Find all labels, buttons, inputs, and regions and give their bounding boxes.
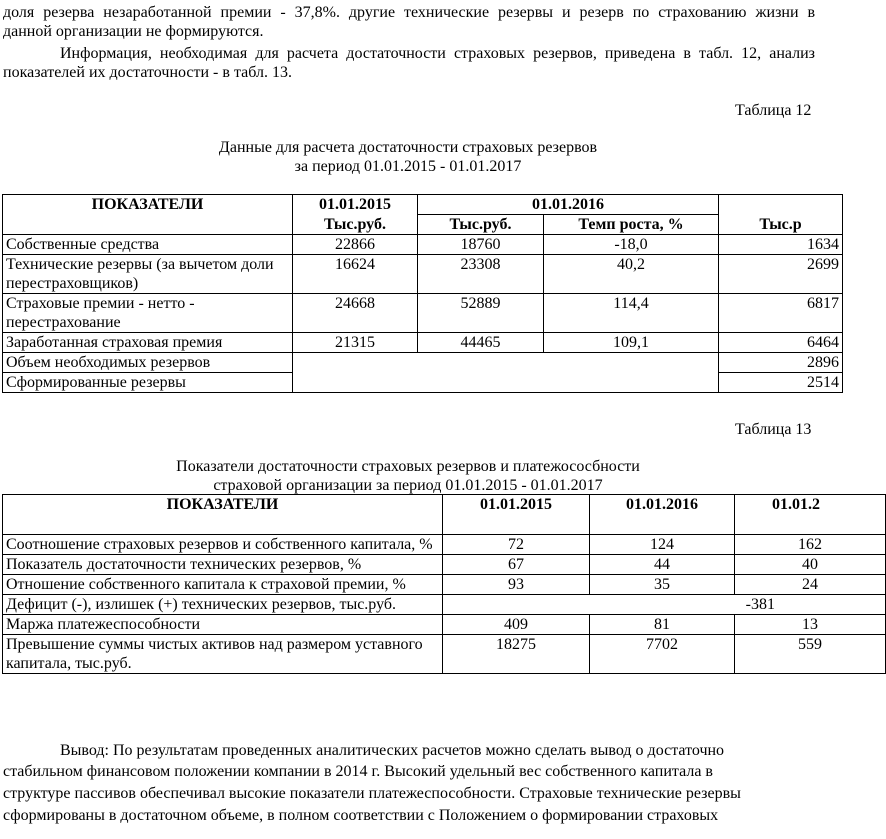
table12-title-line1: Данные для расчета достаточности страховых резервов bbox=[218, 139, 598, 156]
value-2015: 67 bbox=[443, 555, 590, 575]
value-2017: 1634 bbox=[719, 235, 843, 255]
conclusion-line-3: структуре пассивов обеспечивал высокие показатели платежеспособности. Страховые технические резервы bbox=[3, 785, 741, 802]
value-2017: 6464 bbox=[719, 333, 843, 353]
table-row bbox=[3, 555, 886, 575]
value-2016: 44465 bbox=[418, 333, 544, 353]
table12-title-line2: за период 01.01.2015 - 01.01.2017 bbox=[294, 158, 522, 175]
row-name: Маржа платежеспособности bbox=[3, 615, 443, 635]
table12-header-2017-date bbox=[719, 195, 843, 215]
value-2017: 6817 bbox=[719, 294, 843, 333]
conclusion-line-2: стабильном финансовом положении компании в 2014 г. Высокий удельный вес собственного капитала в bbox=[3, 763, 713, 780]
table12-label: Таблица 12 bbox=[735, 102, 812, 119]
value-2015: 72 bbox=[443, 535, 590, 555]
intro-line-4: показателей их достаточности - в табл. 13. bbox=[3, 64, 292, 81]
table12-header-2016-unit: Тыс.руб. bbox=[418, 215, 544, 235]
value-2015: 22866 bbox=[293, 235, 418, 255]
table13-header-2015: 01.01.2015 bbox=[443, 495, 590, 535]
table12-header-2016-growth: Темп роста, % bbox=[544, 215, 719, 235]
value-2017: 2514 bbox=[719, 373, 843, 393]
growth-2016: 40,2 bbox=[544, 255, 719, 294]
value-2017: 559 bbox=[735, 635, 886, 674]
row-name: Объем необходимых резервов bbox=[3, 353, 293, 373]
value-2017: 2699 bbox=[719, 255, 843, 294]
table12-header-2016-date: 01.01.2016 bbox=[418, 195, 719, 215]
table-row bbox=[3, 615, 886, 635]
table-row bbox=[3, 333, 843, 353]
growth-2016: 114,4 bbox=[544, 294, 719, 333]
table-row bbox=[3, 595, 886, 615]
intro-line-2: данной организации не формируются. bbox=[3, 23, 264, 40]
table13-header-2016: 01.01.2016 bbox=[590, 495, 735, 535]
conclusion-line-1: Вывод: По результатам проведенных аналитических расчетов можно сделать вывод о достаточно bbox=[60, 742, 725, 759]
table-row bbox=[3, 535, 886, 555]
value-2015: 21315 bbox=[293, 333, 418, 353]
value-2016: 35 bbox=[590, 575, 735, 595]
table-row bbox=[3, 235, 843, 255]
row-name: Заработанная страховая премия bbox=[3, 333, 293, 353]
merged-empty-cell bbox=[293, 353, 719, 393]
value-2015: 24668 bbox=[293, 294, 418, 333]
conclusion-line-4: сформированы в достаточном объеме, в полном соответствии с Положением о формировании страховых bbox=[3, 807, 719, 824]
growth-2016: -18,0 bbox=[544, 235, 719, 255]
table-row bbox=[3, 575, 886, 595]
value-2017: -381 bbox=[443, 595, 886, 615]
table-row bbox=[3, 635, 886, 674]
value-2017: 24 bbox=[735, 575, 886, 595]
value-2015: 16624 bbox=[293, 255, 418, 294]
value-2015: 93 bbox=[443, 575, 590, 595]
value-2016: 23308 bbox=[418, 255, 544, 294]
intro-line-1: доля резерва незаработанной премии - 37,8%. другие технические резервы и резерв по страхованию жизни в bbox=[3, 4, 815, 21]
table13-title-line1: Показатели достаточности страховых резервов и платежососбности bbox=[176, 458, 640, 475]
table-row bbox=[3, 255, 843, 294]
row-name: Отношение собственного капитала к страховой премии, % bbox=[3, 575, 443, 595]
table13-title-line2: страховой организации за период 01.01.2015 - 01.01.2017 bbox=[213, 477, 603, 494]
value-2016: 44 bbox=[590, 555, 735, 575]
table12-header-2015-date: 01.01.2015 bbox=[293, 195, 418, 215]
table13-header-indicators: ПОКАЗАТЕЛИ bbox=[3, 495, 443, 535]
table13-label: Таблица 13 bbox=[735, 421, 812, 438]
row-name: Сформированные резервы bbox=[3, 373, 293, 393]
row-name: Дефицит (-), излишек (+) технических резервов, тыс.руб. bbox=[3, 595, 443, 615]
table13 bbox=[2, 494, 886, 674]
value-2017: 13 bbox=[735, 615, 886, 635]
row-name: Показатель достаточности технических резервов, % bbox=[3, 555, 443, 575]
value-2016: 18760 bbox=[418, 235, 544, 255]
value-2015: 18275 bbox=[443, 635, 590, 674]
value-2017: 40 bbox=[735, 555, 886, 575]
value-2016: 124 bbox=[590, 535, 735, 555]
row-name: Страховые премии - нетто - перестрахование bbox=[3, 294, 293, 333]
value-2016: 7702 bbox=[590, 635, 735, 674]
value-2017: 2896 bbox=[719, 353, 843, 373]
value-2016: 52889 bbox=[418, 294, 544, 333]
table-row bbox=[3, 294, 843, 333]
table13-header-2017: 01.01.2 bbox=[735, 495, 886, 535]
table12-header-indicators: ПОКАЗАТЕЛИ bbox=[3, 195, 293, 235]
value-2015: 409 bbox=[443, 615, 590, 635]
table12-header-2017-unit: Тыс.р bbox=[719, 215, 843, 235]
row-name: Технические резервы (за вычетом доли перестраховщиков) bbox=[3, 255, 293, 294]
growth-2016: 109,1 bbox=[544, 333, 719, 353]
row-name: Превышение суммы чистых активов над размером уставного капитала, тыс.руб. bbox=[3, 635, 443, 674]
row-name: Собственные средства bbox=[3, 235, 293, 255]
table12-header-2015-unit: Тыс.руб. bbox=[293, 215, 418, 235]
row-name: Соотношение страховых резервов и собственного капитала, % bbox=[3, 535, 443, 555]
table-row bbox=[3, 353, 843, 373]
value-2016: 81 bbox=[590, 615, 735, 635]
intro-line-3: Информация, необходимая для расчета достаточности страховых резервов, приведена в табл. 12, анализ bbox=[60, 45, 815, 62]
table12 bbox=[2, 194, 843, 393]
value-2017: 162 bbox=[735, 535, 886, 555]
